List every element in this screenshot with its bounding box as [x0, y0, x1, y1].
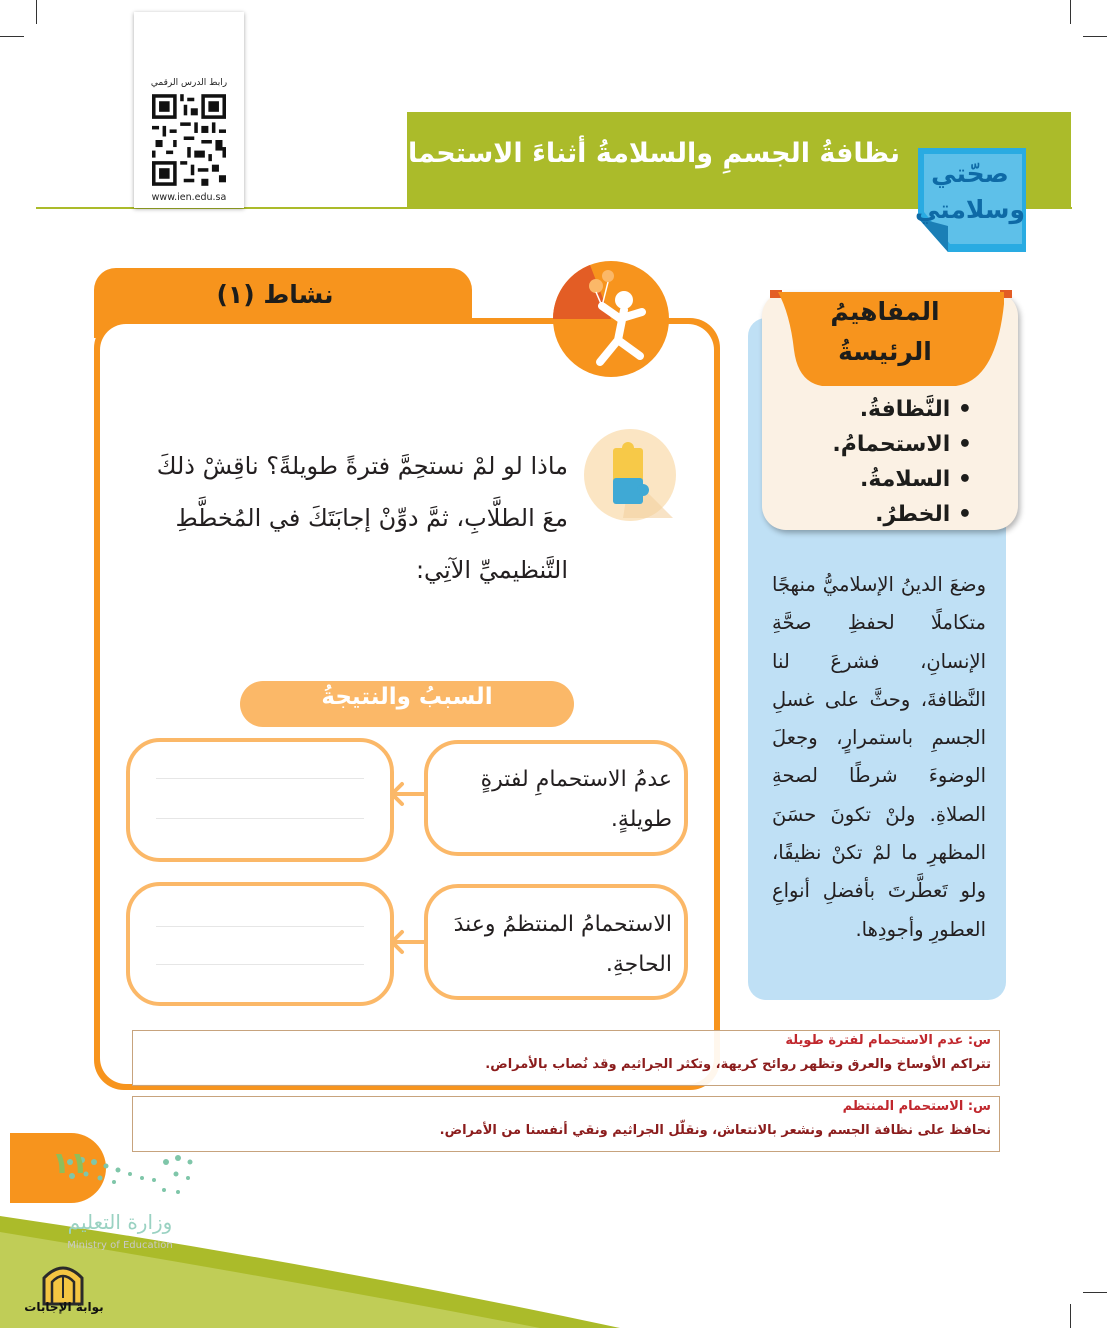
writing-line: [156, 818, 364, 819]
activity-question: ماذا لو لمْ نستحِمَّ فترةً طويلةً؟ ناقِشْ ذلكَ معَ الطلَّابِ، ثمَّ دوِّنْ إجابَتَكَ في المُخطَّطِ التَّنظيميِّ الآتِي:: [156, 452, 568, 584]
ministry-name-en: Ministry of Education: [67, 1240, 173, 1251]
answers-portal-logo-icon[interactable]: [36, 1258, 90, 1306]
qr-card[interactable]: [134, 12, 244, 208]
crop-mark: [36, 0, 37, 24]
ministry-name: وزارة التعليم: [67, 1210, 173, 1234]
concept-item: • السلامةُ.: [800, 462, 972, 497]
puzzle-icon: [583, 428, 677, 522]
concept-item: • الاستحمامُ.: [800, 427, 972, 462]
effect-answer-box[interactable]: [126, 738, 394, 862]
answer-box: [132, 1096, 1000, 1152]
answer-box: [132, 1030, 1000, 1086]
key-concepts-heading: المفاهيمُ الرئيسةُ: [830, 297, 940, 366]
lesson-title: نظافةُ الجسمِ والسلامةُ أثناءَ الاستحمامِ: [388, 138, 900, 169]
crop-mark: [1083, 36, 1107, 37]
writing-line: [156, 778, 364, 779]
writing-line: [156, 964, 364, 965]
concept-item: • النَّظافةُ.: [800, 392, 972, 427]
qr-code-icon[interactable]: [152, 94, 226, 186]
answer-text: تتراكم الأوساخ والعرق وتظهر روائح كريهة، وتكثر الجراثيم وقد نُصاب بالأمراض.: [485, 1057, 991, 1072]
writing-line: [156, 926, 364, 927]
crop-mark: [0, 36, 24, 37]
cause-text: عدمُ الاستحمامِ لفترةٍ طويلةٍ.: [480, 767, 672, 832]
unit-tag-label: صحّتي وسلامتي: [914, 159, 1026, 224]
answer-text: نحافظ على نظافة الجسم ونشعر بالانتعاش، ونقلّل الجراثيم ونقي أنفسنا من الأمراض.: [439, 1123, 991, 1138]
concept-item: • الخطرُ.: [800, 497, 972, 532]
qr-label: رابط الدرس الرقمي: [150, 78, 228, 88]
page-number: ١١: [51, 1146, 89, 1181]
note-text: وضعَ الدينُ الإسلاميُّ منهجًا متكاملًا لحفظِ صحَّةِ الإنسانِ، فشرعَ لنا النَّظافةَ، وحثَّ على غسلِ الجسمِ باستمرارٍ، وجعلَ الوضوءَ شرطًا لصحةِ الصلاةِ. ولنْ تكونَ حسَنَ المظهرِ ما لمْ تكنْ نظيفًا، ولو تَعطَّرتَ بأفضلِ أنواعِ العطورِ وأجودِها.: [772, 573, 986, 941]
activity-title: نشاط (١): [216, 280, 334, 309]
answers-portal-name[interactable]: بوابة الإجابات: [24, 1300, 104, 1314]
activity-emblem-icon: [550, 258, 672, 380]
effect-answer-box[interactable]: [126, 882, 394, 1006]
key-concepts-list: [800, 392, 972, 532]
diagram-title: السببُ والنتيجةُ: [321, 684, 493, 710]
crop-mark: [1070, 0, 1071, 24]
answer-question: س: عدم الاستحمام لفترة طويلة: [785, 1033, 991, 1048]
cause-text: الاستحمامُ المنتظمُ وعندَ الحاجةِ.: [453, 912, 672, 977]
qr-url[interactable]: www.ien.edu.sa: [151, 192, 227, 203]
answer-question: س: الاستحمام المنتظم: [842, 1099, 991, 1114]
